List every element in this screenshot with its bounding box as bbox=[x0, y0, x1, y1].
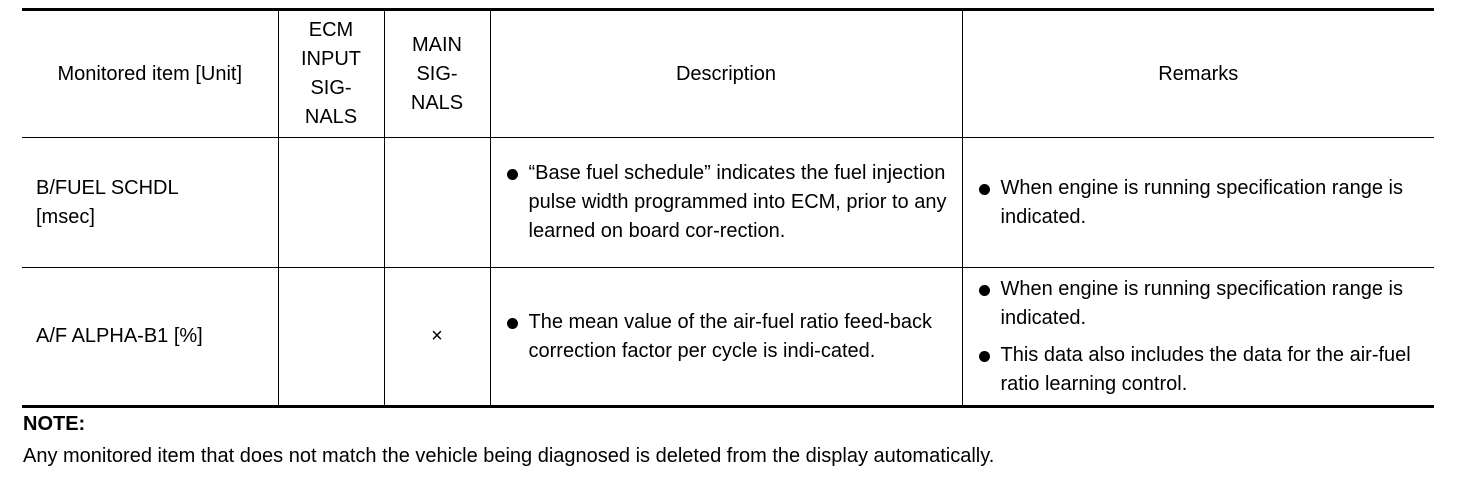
table-row bbox=[22, 268, 1434, 407]
description-cell bbox=[490, 138, 962, 268]
header-description: Description bbox=[490, 10, 962, 138]
header-main-signals-label: MAIN SIG-NALS bbox=[410, 33, 464, 114]
monitored-item-unit: [msec] bbox=[36, 205, 95, 228]
note-text: Any monitored item that does not match the vehicle being diagnosed is deleted from the display automatically. bbox=[23, 445, 995, 467]
monitored-item-cell bbox=[22, 268, 278, 407]
table-row bbox=[22, 138, 1434, 268]
description-list bbox=[491, 159, 962, 246]
main-signal-cell: × bbox=[384, 268, 490, 407]
description-bullet: “Base fuel schedule” indicates the fuel injection pulse width programmed into ECM, prior to any learned on board cor-rection. bbox=[507, 159, 950, 246]
remarks-cell bbox=[962, 138, 1434, 268]
description-cell bbox=[490, 268, 962, 407]
monitored-item-name: A/F ALPHA-B1 [%] bbox=[36, 325, 203, 347]
main-signal-cell bbox=[384, 138, 490, 268]
description-bullet: The mean value of the air-fuel ratio feed-back correction factor per cycle is indi-cated. bbox=[507, 308, 950, 366]
header-main-signals bbox=[384, 10, 490, 138]
description-list bbox=[491, 308, 962, 366]
remarks-bullet: When engine is running specification range is indicated. bbox=[979, 174, 1423, 232]
remarks-list bbox=[963, 174, 1435, 232]
remarks-bullet: When engine is running specification range is indicated. bbox=[979, 275, 1423, 333]
table-header-row bbox=[22, 10, 1434, 138]
remarks-list bbox=[963, 275, 1435, 399]
ecm-input-signal-cell bbox=[278, 138, 384, 268]
header-monitored-item: Monitored item [Unit] bbox=[22, 10, 278, 138]
header-ecm-input-signals bbox=[278, 10, 384, 138]
header-remarks: Remarks bbox=[962, 10, 1434, 138]
monitored-item-name: B/FUEL SCHDL bbox=[36, 176, 179, 199]
monitored-items-table bbox=[22, 8, 1434, 408]
ecm-input-signal-cell bbox=[278, 268, 384, 407]
note-title: NOTE: bbox=[23, 413, 86, 435]
remarks-cell bbox=[962, 268, 1434, 407]
remarks-bullet: This data also includes the data for the air-fuel ratio learning control. bbox=[979, 341, 1423, 399]
monitored-item-cell bbox=[22, 138, 278, 268]
header-ecm-input-signals-label: ECM INPUT SIG-NALS bbox=[301, 19, 361, 128]
